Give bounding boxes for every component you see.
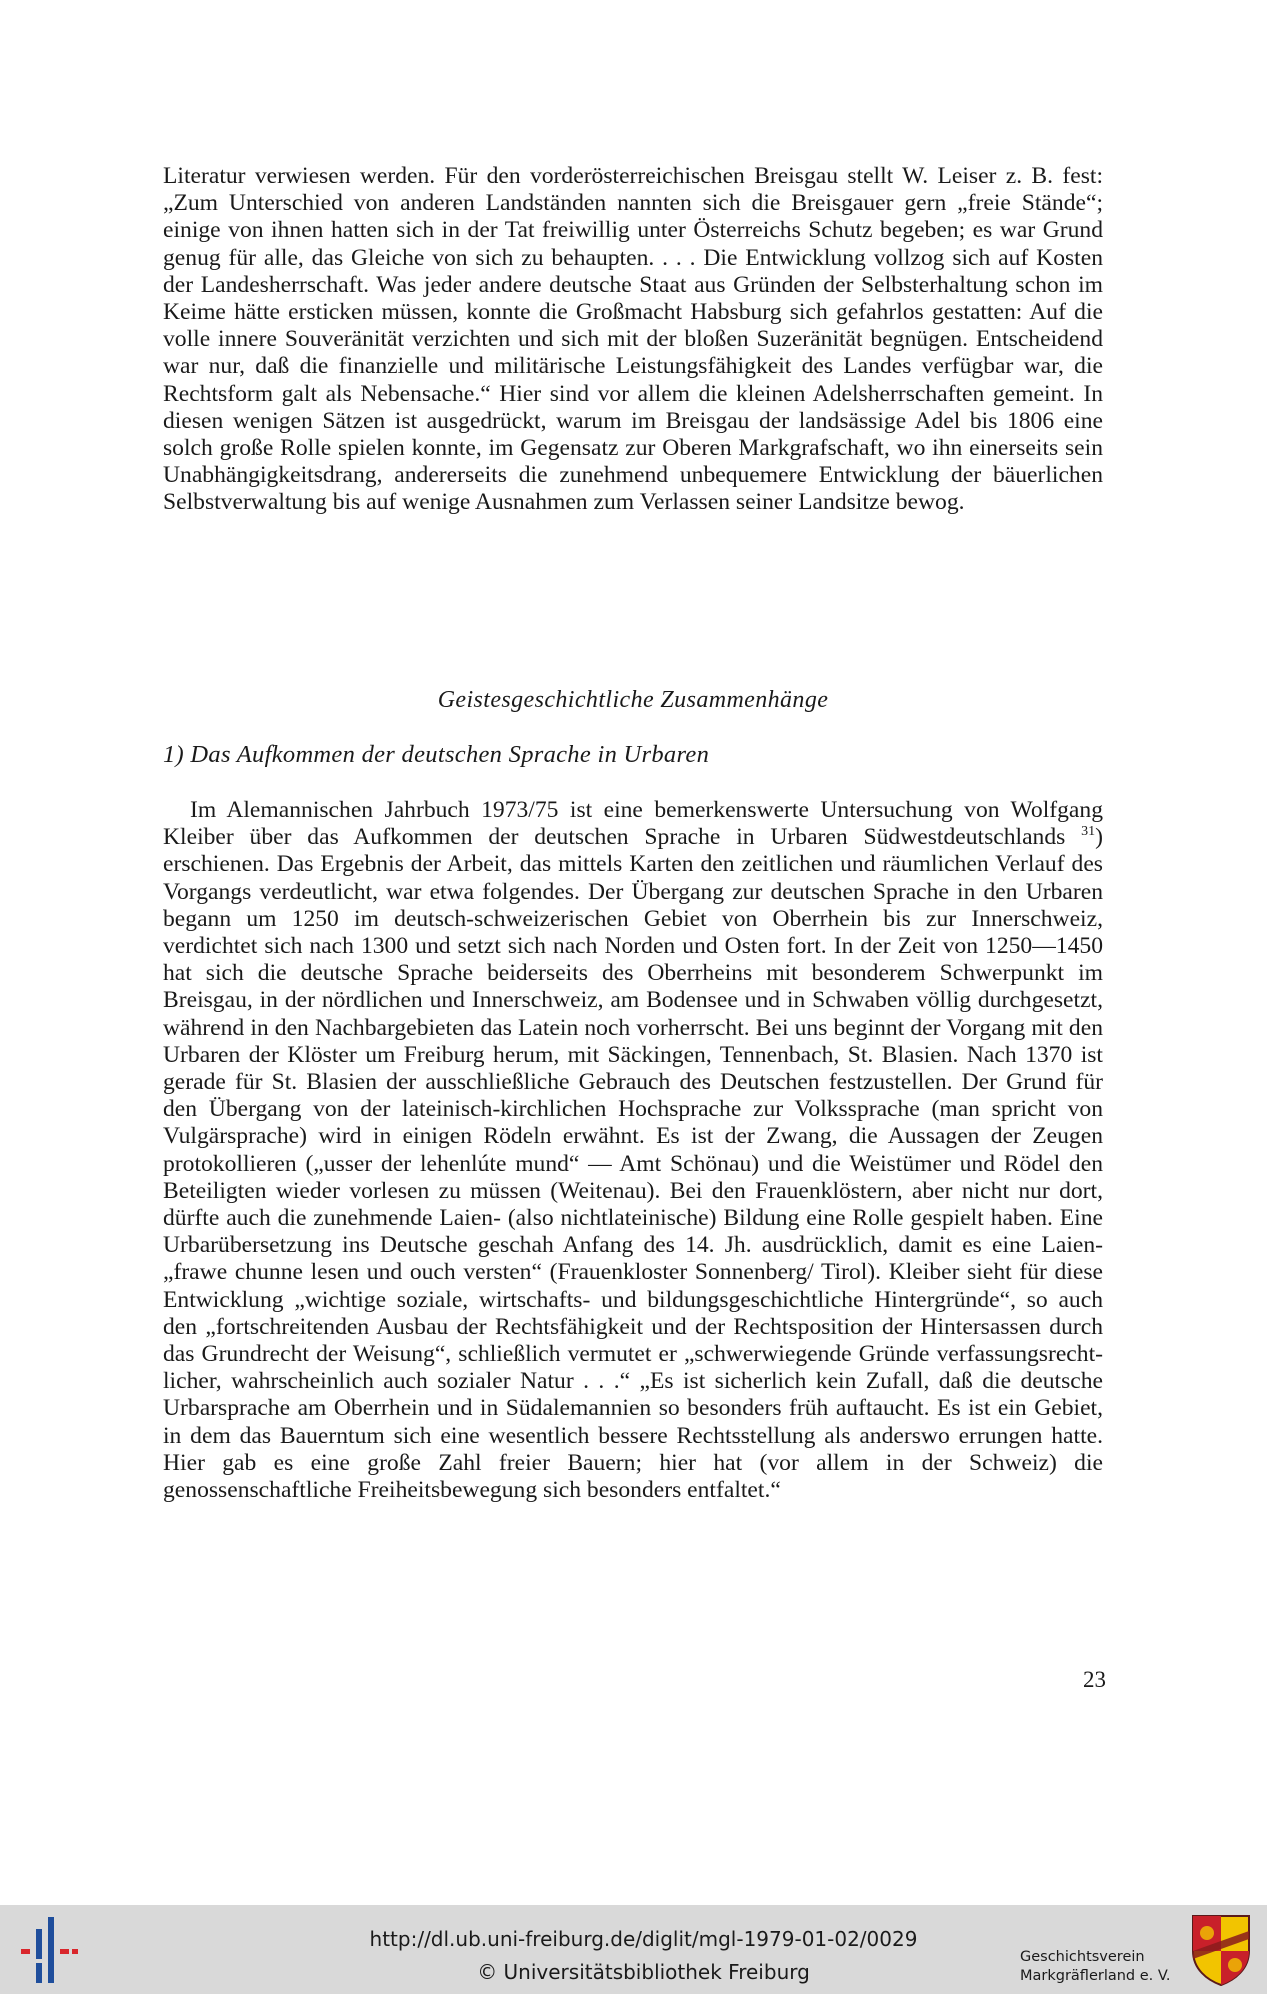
paragraph-text: Im Alemannischen Jahrbuch 1973/75 ist eine bemerkenswerte Untersuchung von Wolfgang Kleiber über das Aufkommen der deutschen Sprache in Urbaren Südwestdeutschlands bbox=[163, 797, 1103, 851]
sub-heading: 1) Das Aufkommen der deutschen Sprache in Urbaren bbox=[163, 741, 710, 768]
paragraph-text: Literatur verwiesen werden. Für den vorderösterreichischen Breisgau stellt W. Leiser z. B. fest: „Zum Unterschied von anderen Landständen nannten sich die Breisgauer gern „freie Stände“; einige von ihnen hatten sich in der Tat freiwillig unter Österreichs Schutz begeben; es war Grund genug für alle, das Gleiche von sich zu behaupten. . . . Die Entwicklung vollzog sich auf Kosten der Landesherrschaft. Was jeder andere deutsche Staat aus Gründen der Selbsterhaltung schon im Keime hätte ersticken müssen, konnte die Großmacht Habsburg sich gefahrlos gestatten: Auf die volle innere Souveränität verzichten und sich mit der bloßen Suzeränität begnügen. Entscheidend war nur, daß die finanzielle und militärische Leistungsfähigkeit des Landes verfügbar war, die Rechtsform galt als Nebensache.“ Hier sind vor allem die kleinen Adelsherrschaften gemeint. In diesen wenigen Sätzen ist ausgedrückt, warum im Breisgau der landsässige Adel bis 1806 eine solch große Rolle spielen konnte, im Gegensatz zur Oberen Markgrafschaft, wo ihn einerseits sein Unabhängigkeitsdrang, andererseits die zunehmend unbequemere Entwicklung der bäuerlichen Selbstverwaltung bis auf wenige Ausnahmen zum Verlassen seiner Landsitze bewog. bbox=[163, 163, 1103, 516]
paragraph-text: ) erschienen. Das Ergebnis der Arbeit, das mittels Karten den zeitlichen und räumlichen Verlauf des Vorgangs verdeutlicht, war etwa folgendes. Der Übergang zur deutschen Sprache in den Urbaren begann um 1250 im deutsch-schweizerischen Gebiet von Oberrhein bis zur Innerschweiz, verdichtet sich nach 1300 und setzt sich nach Norden und Osten fort. In der Zeit von 1250—1450 hat sich die deutsche Sprache beiderseits des Oberrheins mit besonderem Schwerpunkt im Breisgau, in der nördlichen und Innerschweiz, am Bodensee und in Schwaben völlig durchgesetzt, während in den Nachbargebieten das Latein noch vorherrscht. Bei uns beginnt der Vorgang mit den Urbaren der Klöster um Freiburg herum, mit Säckingen, Tennenbach, St. Blasien. Nach 1370 ist gerade für St. Blasien der ausschließliche Gebrauch des Deutschen festzustellen. Der Grund für den Übergang von der lateinisch-kirchlichen Hochsprache zur Volkssprache (man spricht von Vulgärsprache) wird in einigen Rödeln erwähnt. Es ist der Zwang, die Aussagen der Zeugen protokollieren („usser der lehenlúte mund“ — Amt Schönau) und die Weistümer und Rödel den Beteiligten wieder vorlesen zu müssen (Weitenau). Bei den Frauenklöstern, aber nicht nur dort, dürfte auch die zunehmende Laien- (also nichtlateinische) Bildung eine Rolle gespielt haben. Eine Urbarübersetzung ins Deutsche geschah Anfang des 14. Jh. ausdrücklich, damit es eine Laien-„frawe chunne lesen und ouch versten“ (Frauenkloster Sonnenberg/ Tirol). Kleiber sieht für diese Entwicklung „wichtige soziale, wirtschafts- und bildungsgeschichtliche Hintergründe“, so auch den „fortschreitenden Ausbau der Rechtsfähigkeit und der Rechtsposition der Hintersassen durch das Grundrecht der Weisung“, schließlich vermutet er „schwerwiegende Gründe verfassungsrechtlicher, wahrscheinlich auch sozialer Natur . . .“ „Es ist sicherlich kein Zufall, daß die deutsche Urbarsprache am Oberrhein und in Südalemannien so besonders früh auftaucht. Es ist ein Gebiet, in dem das Bauerntum sich eine wesentlich bessere Rechtsstellung als anderswo errungen hatte. Hier gab es eine große Zahl freier Bauern; hier hat (vor allem in der Schweiz) die genossenschaftliche Freiheitsbewegung sich besonders entfaltet.“ bbox=[163, 824, 1103, 1504]
body-paragraph bbox=[163, 163, 1103, 517]
footnote-reference: 31 bbox=[1081, 824, 1096, 840]
footer-bar bbox=[0, 1905, 1267, 1994]
society-name bbox=[1020, 1948, 1171, 1986]
document-url-link[interactable]: http://dl.ub.uni-freiburg.de/diglit/mgl-1979-01-02/0029 bbox=[369, 1927, 918, 1951]
society-name-line: Geschichtsverein bbox=[1020, 1949, 1145, 1965]
section-heading: Geistesgeschichtliche Zusammenhänge bbox=[437, 687, 829, 713]
copyright-notice: © Universitätsbibliothek Freiburg bbox=[477, 1960, 810, 1984]
body-paragraph bbox=[163, 797, 1103, 1504]
coat-of-arms-icon[interactable] bbox=[1190, 1913, 1252, 1987]
page-number: 23 bbox=[1083, 1667, 1106, 1692]
society-name-line: Markgräflerland e. V. bbox=[1020, 1968, 1171, 1984]
